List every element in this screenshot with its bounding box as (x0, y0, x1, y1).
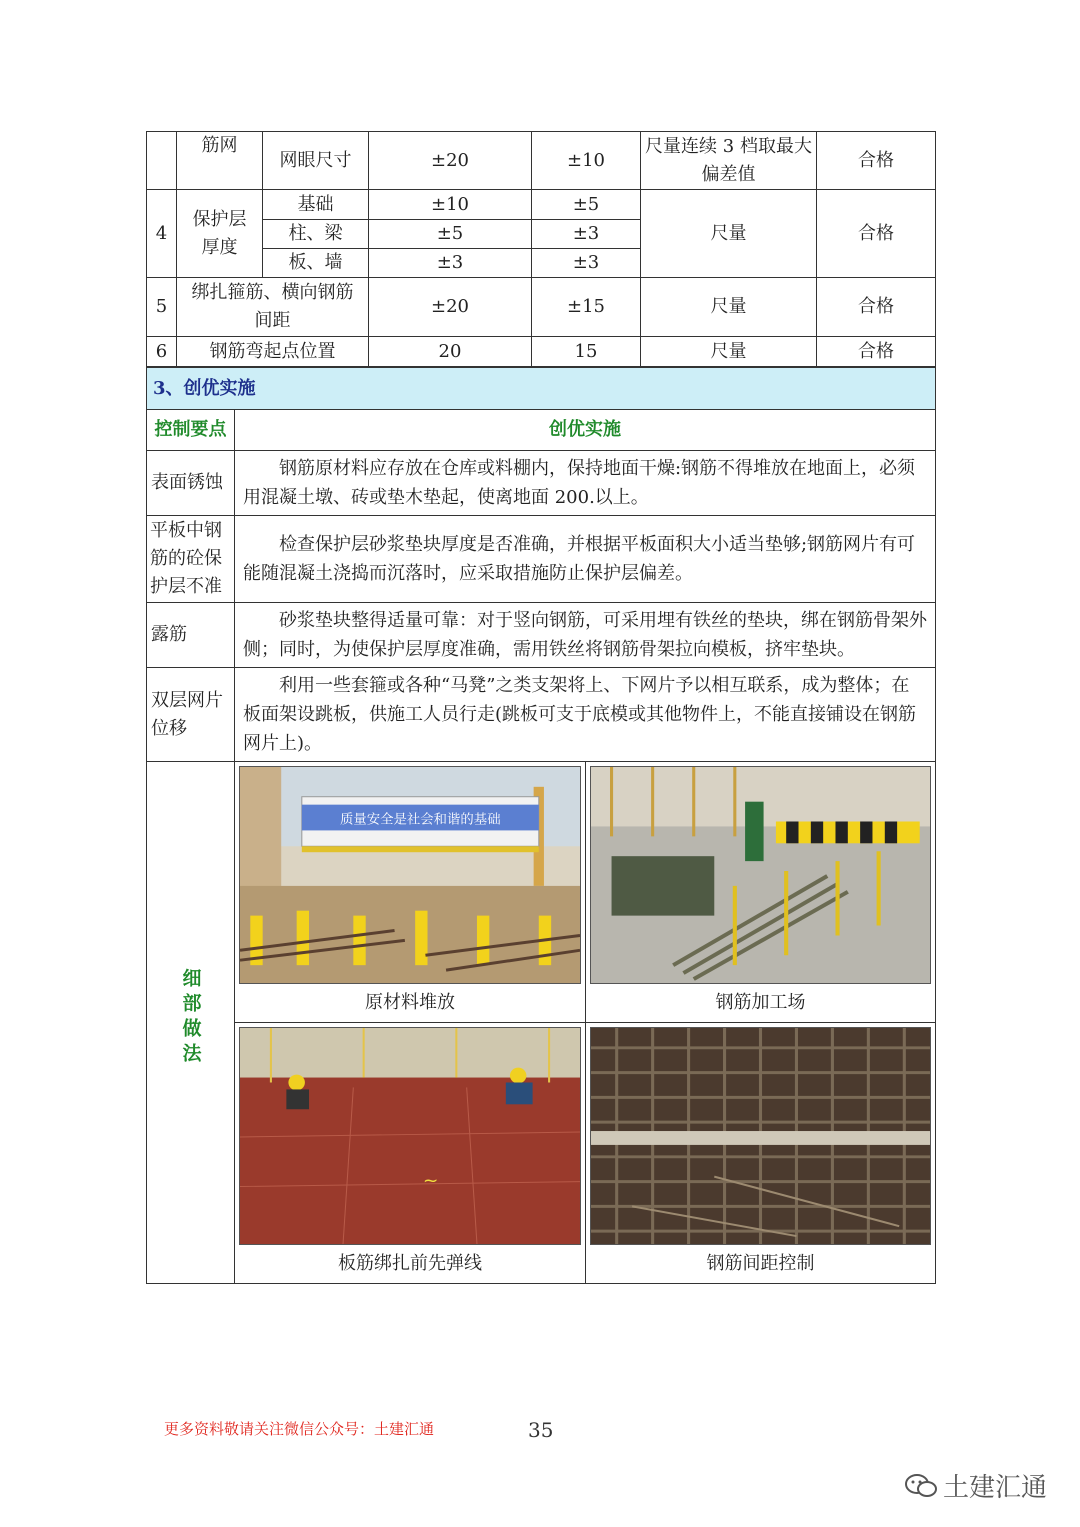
table-row (147, 451, 936, 516)
implementation-text: 砂浆垫块整得适量可靠：对于竖向钢筋，可采用埋有铁丝的垫块，绑在钢筋骨架外侧；同时，为使保护层厚度准确，需用铁丝将钢筋骨架拉向模板，挤牢垫块。 (235, 603, 936, 668)
watermark (905, 1467, 1047, 1504)
tolerance-a: ±10 (369, 190, 532, 220)
tolerance-table (146, 131, 936, 367)
photo-cell (235, 762, 586, 1023)
control-point: 露筋 (147, 603, 235, 668)
check-method: 尺量 (641, 278, 817, 337)
result: 合格 (817, 190, 936, 278)
column-header-row (147, 410, 936, 451)
sub-item: 网眼尺寸 (263, 132, 369, 190)
implementation-table (146, 367, 936, 1284)
table-row (147, 603, 936, 668)
row-number: 6 (147, 337, 177, 367)
table-row (147, 278, 936, 337)
sub-item: 基础 (263, 190, 369, 220)
tolerance-b: ±5 (532, 190, 641, 220)
detail-label-cell (147, 762, 235, 1284)
tolerance-b: ±3 (532, 249, 641, 278)
control-point: 平板中钢筋的砼保护层不准 (147, 516, 235, 603)
photo-rebar-spacing (590, 1027, 931, 1245)
photo-caption: 原材料堆放 (365, 992, 455, 1013)
detail-label: 细部做法 (179, 968, 202, 1068)
tolerance-b: ±15 (532, 278, 641, 337)
table-row (147, 516, 936, 603)
photo-slab-marking (239, 1027, 581, 1245)
implementation-text: 利用一些套箍或各种“马凳”之类支架将上、下网片予以相互联系，成为整体；在板面架设跳板，供施工人员行走(跳板可支于底模或其他物件上，不能直接铺设在钢筋网片上)。 (235, 668, 936, 762)
header-control-points: 控制要点 (147, 410, 235, 451)
result: 合格 (817, 132, 936, 190)
table-row (147, 668, 936, 762)
row-number (147, 132, 177, 190)
wechat-icon (905, 1473, 937, 1499)
check-method: 尺量 (641, 190, 817, 278)
photo-rebar-workshop (590, 766, 931, 984)
tolerance-b: ±3 (532, 220, 641, 249)
page-number: 35 (528, 1418, 554, 1442)
footer-note: 更多资料敬请关注微信公众号：土建汇通 (164, 1420, 435, 1438)
photo-row (147, 762, 936, 1023)
tolerance-a: ±20 (369, 278, 532, 337)
row-number: 5 (147, 278, 177, 337)
svg-text:~: ~ (422, 1170, 439, 1192)
construction-site-image (240, 767, 580, 983)
photo-cell (586, 762, 936, 1023)
section-header-row (147, 368, 936, 410)
header-implementation: 创优实施 (235, 410, 936, 451)
sub-item: 柱、梁 (263, 220, 369, 249)
result: 合格 (817, 337, 936, 367)
tolerance-b: ±10 (532, 132, 641, 190)
check-method: 尺量 (641, 337, 817, 367)
tolerance-a: ±20 (369, 132, 532, 190)
item-name: 钢筋弯起点位置 (177, 337, 369, 367)
tolerance-a: 20 (369, 337, 532, 367)
photo-material-storage (239, 766, 581, 984)
table-row (147, 132, 936, 190)
table-row (147, 190, 936, 220)
tolerance-a: ±5 (369, 220, 532, 249)
row-number: 4 (147, 190, 177, 278)
implementation-text: 钢筋原材料应存放在仓库或料棚内，保持地面干燥:钢筋不得堆放在地面上，必须用混凝土墩、砖或垫木垫起，使离地面 200.以上。 (235, 451, 936, 516)
photo-cell (235, 1023, 586, 1284)
photo-row (147, 1023, 936, 1284)
tolerance-b: 15 (532, 337, 641, 367)
watermark-text: 土建汇通 (943, 1473, 1048, 1503)
photo-caption: 板筋绑扎前先弹线 (338, 1253, 482, 1274)
tolerance-a: ±3 (369, 249, 532, 278)
rebar-workshop-image (591, 767, 930, 983)
section-title: 3、创优实施 (147, 368, 936, 410)
table-row (147, 337, 936, 367)
control-point: 双层网片位移 (147, 668, 235, 762)
sub-item: 板、墙 (263, 249, 369, 278)
implementation-text: 检查保护层砂浆垫块厚度是否准确，并根据平板面积大小适当垫够;钢筋网片有可能随混凝土浇捣而沉落时，应采取措施防止保护层偏差。 (235, 516, 936, 603)
item-name: 筋网 (177, 132, 263, 190)
item-name: 绑扎箍筋、横向钢筋间距 (177, 278, 369, 337)
check-method: 尺量连续 3 档取最大偏差值 (641, 132, 817, 190)
rebar-grid-image (591, 1028, 930, 1244)
result: 合格 (817, 278, 936, 337)
photo-caption: 钢筋间距控制 (706, 1253, 815, 1274)
photo-cell (586, 1023, 936, 1284)
photo-caption: 钢筋加工场 (715, 992, 806, 1013)
slab-formwork-image (240, 1028, 580, 1244)
control-point: 表面锈蚀 (147, 451, 235, 516)
banner-text: 质量安全是社会和谐的基础 (340, 812, 501, 828)
item-name: 保护层厚度 (177, 190, 263, 278)
